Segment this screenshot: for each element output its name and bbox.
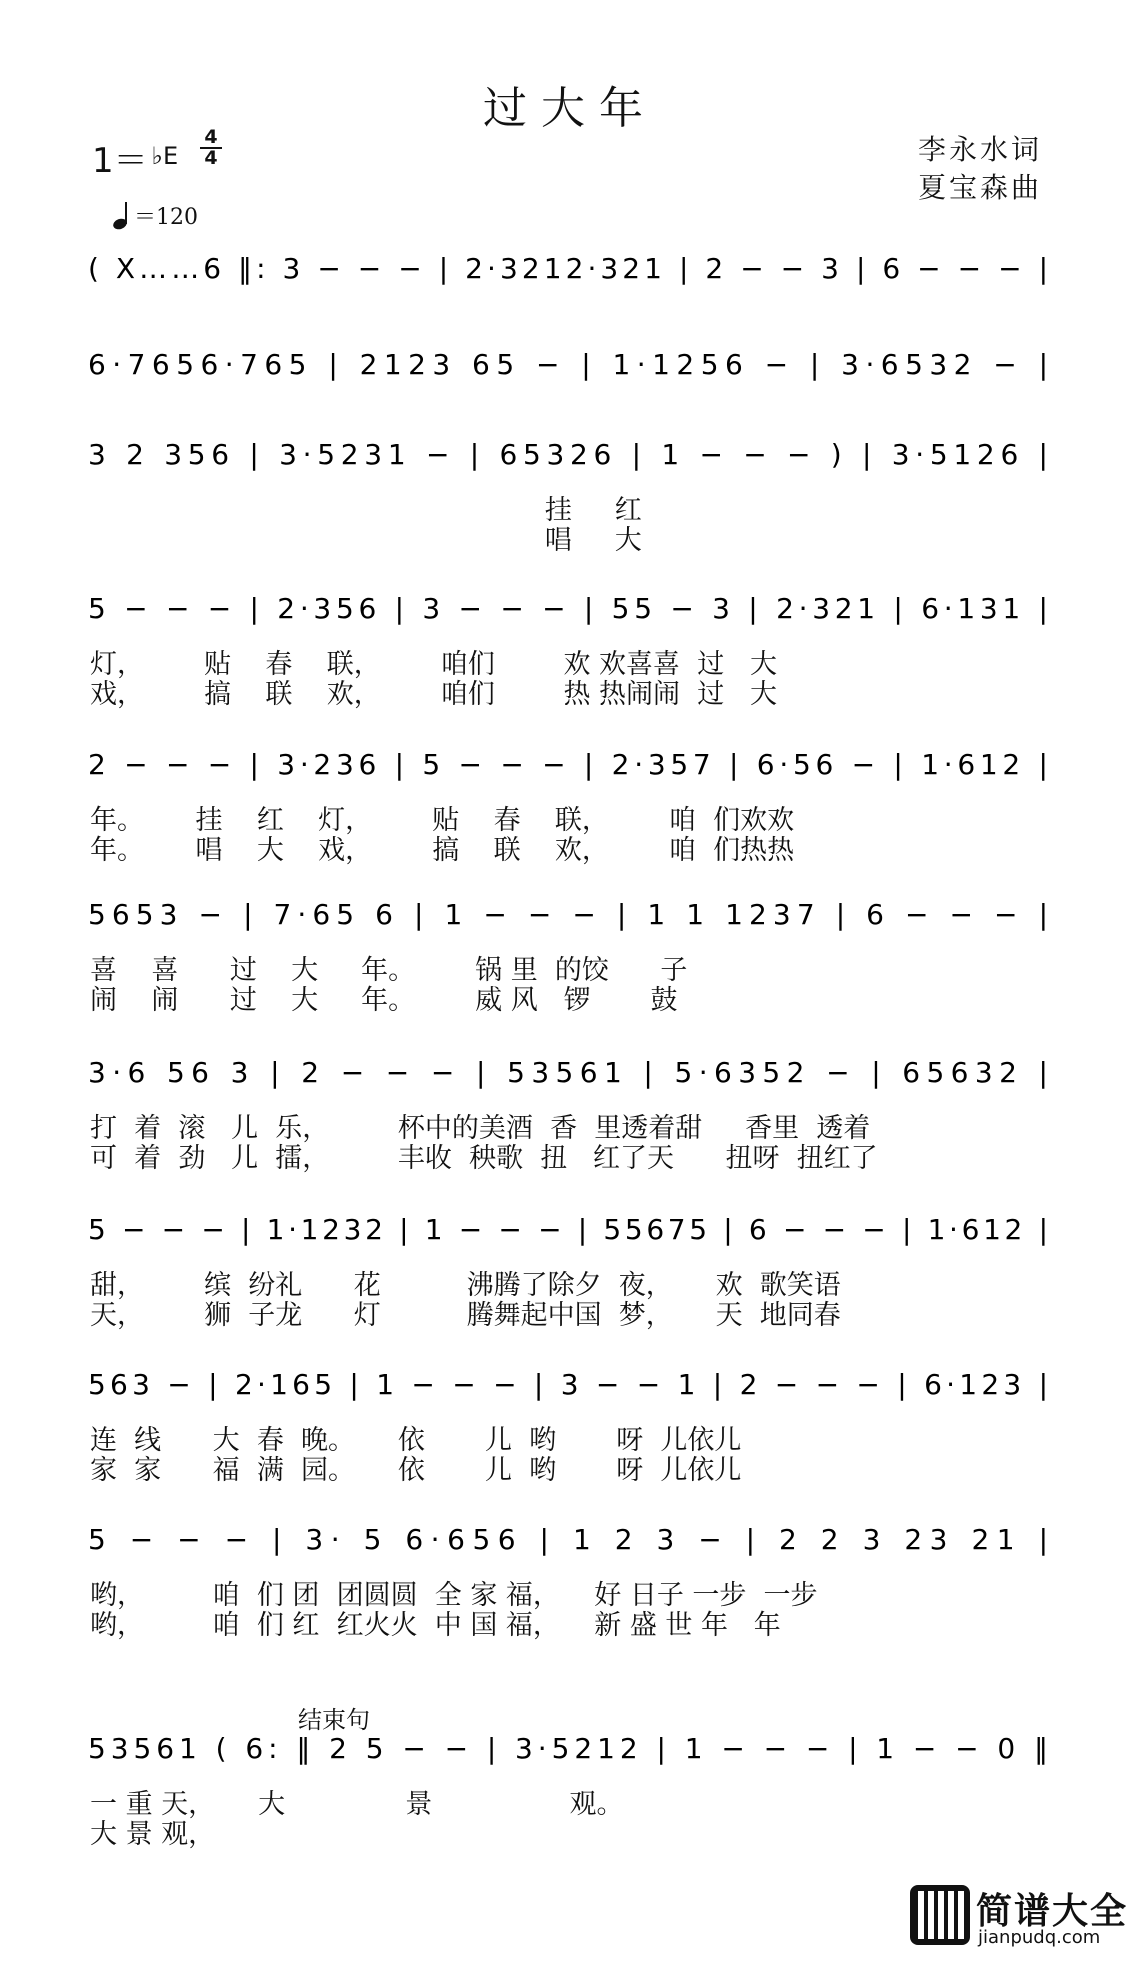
lyric-verse-2: 大 景 观， bbox=[90, 1819, 216, 1850]
lyric-verse-1: 一 重 天， 大 景 观。 bbox=[90, 1789, 624, 1820]
lyric-verse-2: 家 家 福 满 园。 依 儿 哟 呀 儿依儿 bbox=[90, 1455, 742, 1486]
notation-line bbox=[88, 340, 1058, 392]
lyric-verse-1: 甜， 缤 纷礼 花 沸腾了除夕 夜， 欢 歌笑语 bbox=[90, 1270, 841, 1301]
watermark-brand: 简谱大全 bbox=[976, 1891, 1129, 1932]
key-label: 1＝ bbox=[92, 141, 148, 181]
lyric-verse-2: 哟， 咱 们 红 红火火 中 国 福， 新 盛 世 年 年 bbox=[90, 1610, 781, 1641]
notation-line bbox=[88, 584, 1058, 636]
composer-credit: 夏宝森曲 bbox=[918, 171, 1043, 204]
notation-line bbox=[88, 1205, 1058, 1257]
key-flat: ♭E bbox=[151, 142, 179, 170]
ending-label: 结束句 bbox=[298, 1706, 370, 1734]
tempo-marking bbox=[112, 200, 198, 231]
lyric-verse-2: 天， 狮 子龙 灯 腾舞起中国 梦， 天 地同春 bbox=[90, 1300, 841, 1331]
lyric-verse-1: 打 着 滚 儿 乐， 杯中的美酒 香 里透着甜 香里 透着 bbox=[90, 1113, 871, 1144]
lyric-verse-2: 可 着 劲 儿 擂， 丰收 秧歌 扭 红了天 扭呀 扭红了 bbox=[90, 1143, 878, 1174]
notation-line bbox=[88, 1724, 1058, 1776]
notation-line bbox=[88, 430, 1058, 482]
notation-svg bbox=[88, 584, 1058, 636]
notation-line bbox=[88, 740, 1058, 792]
notation-text: ( X……6 ‖: 3 − − − | 2·3212·321 | 2 − − 3 | 6 − − − | bbox=[88, 252, 1049, 285]
notation-svg bbox=[88, 1515, 1058, 1567]
lyric-verse-1: 哟， 咱 们 团 团圆圆 全 家 福， 好 日子 一步 一步 bbox=[90, 1580, 818, 1611]
notation-svg bbox=[88, 340, 1058, 392]
notation-line bbox=[88, 1048, 1058, 1100]
notation-text: 5 − − − | 2·356 | 3 − − − | 55 − 3 | 2·321 | 6·131 | bbox=[88, 592, 1048, 625]
notation-svg bbox=[88, 1048, 1058, 1100]
time-top: 4 bbox=[200, 128, 222, 149]
notation-svg bbox=[88, 1205, 1058, 1257]
lyric-verse-2: 唱 大 bbox=[90, 525, 642, 556]
notation-svg bbox=[88, 244, 1058, 296]
notation-text: 3 2 356 | 3·5231 − | 65326 | 1 − − − ) | 3·5126 | bbox=[88, 438, 1048, 471]
lyric-verse-1: 连 线 大 春 晚。 依 儿 哟 呀 儿依儿 bbox=[90, 1425, 742, 1456]
lyric-verse-1: 灯， 贴 春 联， 咱们 欢 欢喜喜 过 大 bbox=[90, 649, 777, 680]
lyric-verse-1: 年。 挂 红 灯， 贴 春 联， 咱 们欢欢 bbox=[90, 805, 795, 836]
notation-text: 5653 − | 7·65 6 | 1 − − − | 1 1 1237 | 6 − − − | bbox=[88, 898, 1048, 931]
notation-line bbox=[88, 244, 1058, 296]
notation-text: 5 − − − | 1·1232 | 1 − − − | 55675 | 6 − − − | 1·612 | bbox=[88, 1213, 1048, 1246]
notation-text: 53561 ( 6: ‖ 2 5 − − | 3·5212 | 1 − − − | 1 − − 0 ‖ bbox=[88, 1732, 1048, 1765]
lyricist-credit: 李永水词 bbox=[918, 133, 1043, 166]
notation-line bbox=[88, 1360, 1058, 1412]
lyric-verse-2: 戏， 搞 联 欢， 咱们 热 热闹闹 过 大 bbox=[90, 679, 777, 710]
notation-svg bbox=[88, 740, 1058, 792]
time-bottom: 4 bbox=[204, 147, 218, 169]
notation-svg bbox=[88, 1724, 1058, 1776]
song-title: 过大年 bbox=[483, 83, 657, 134]
notation-svg bbox=[88, 430, 1058, 482]
notation-text: 5 − − − | 3· 5 6·656 | 1 2 3 − | 2 2 3 23 21 | bbox=[88, 1523, 1049, 1556]
watermark-logo bbox=[910, 1885, 1130, 1955]
lyric-verse-1: 挂 红 bbox=[90, 495, 642, 526]
lyric-verse-2: 年。 唱 大 戏， 搞 联 欢， 咱 们热热 bbox=[90, 835, 795, 866]
notation-line bbox=[88, 1515, 1058, 1567]
notation-line bbox=[88, 890, 1058, 942]
time-signature bbox=[200, 128, 222, 168]
notation-text: 3·6 56 3 | 2 − − − | 53561 | 5·6352 − | 65632 | bbox=[88, 1056, 1048, 1089]
key-signature bbox=[92, 133, 178, 182]
quarter-note-icon bbox=[112, 200, 134, 230]
lyric-verse-1: 喜 喜 过 大 年。 锅 里 的饺 子 bbox=[90, 955, 688, 986]
notation-svg bbox=[88, 1360, 1058, 1412]
watermark-url: jianpudq.com bbox=[978, 1927, 1101, 1948]
lyric-verse-2: 闹 闹 过 大 年。 威 风 锣 鼓 bbox=[90, 985, 678, 1016]
notation-text: 6·7656·765 | 2123 65 − | 1·1256 − | 3·6532 − | bbox=[88, 348, 1048, 381]
tempo-value: ＝120 bbox=[134, 205, 198, 230]
notation-svg bbox=[88, 890, 1058, 942]
notation-text: 563 − | 2·165 | 1 − − − | 3 − − 1 | 2 − − − | 6·123 | bbox=[88, 1368, 1048, 1401]
notation-text: 2 − − − | 3·236 | 5 − − − | 2·357 | 6·56 − | 1·612 | bbox=[88, 748, 1048, 781]
piano-icon bbox=[910, 1885, 970, 1945]
